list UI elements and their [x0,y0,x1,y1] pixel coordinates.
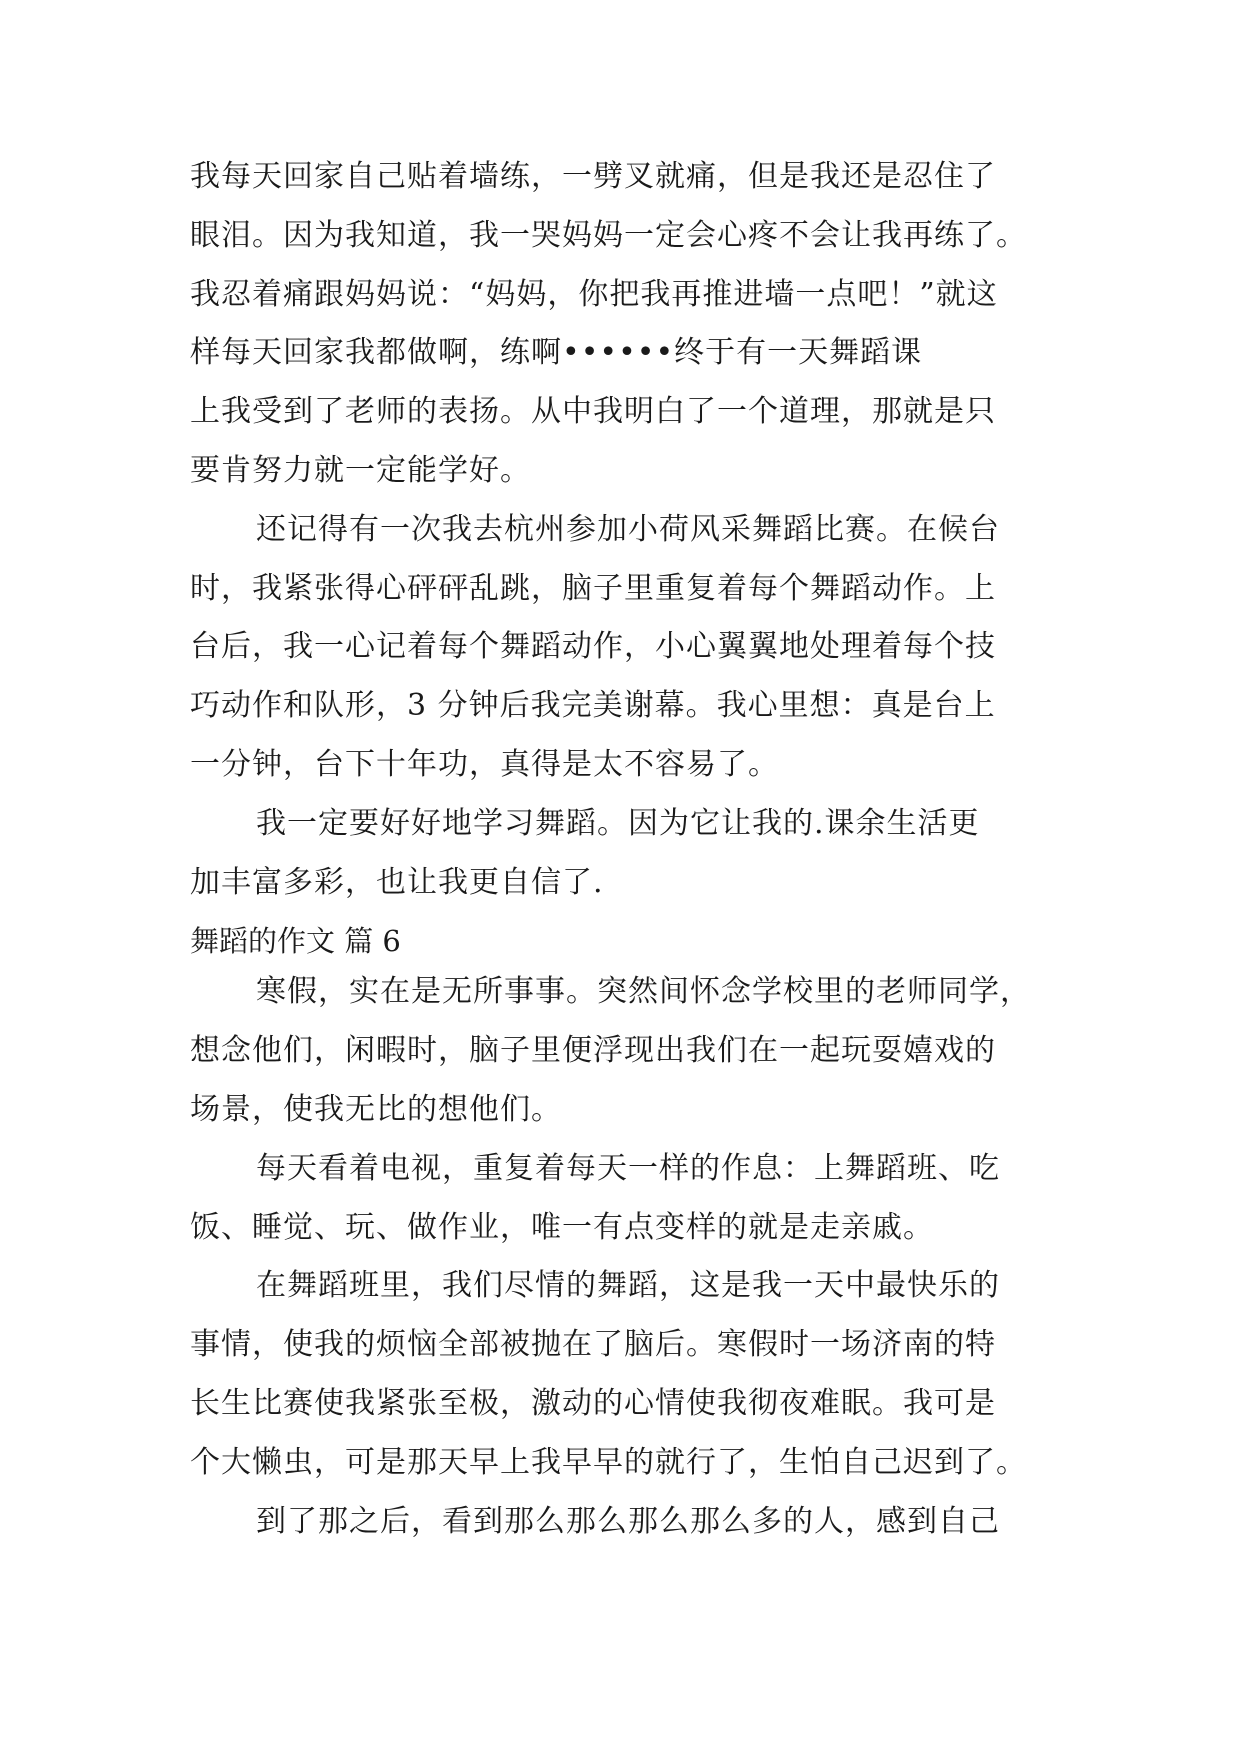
paragraph-first-line: 每天看着电视，重复着每天一样的作息：上舞蹈班、吃 [256,1150,1000,1186]
paragraph-first-line: 还记得有一次我去杭州参加小荷风采舞蹈比赛。在候台 [256,511,1000,547]
text-line: 想念他们，闲暇时，脑子里便浮现出我们在一起玩耍嬉戏的 [190,1033,996,1069]
text-line: 要肯努力就一定能学好。 [190,452,531,488]
text-line: 加丰富多彩，也让我更自信了. [190,864,604,900]
text-line: 一分钟，台下十年功，真得是太不容易了。 [190,746,779,782]
text-line: 巧动作和队形，3 分钟后我完美谢幕。我心里想：真是台上 [190,688,996,724]
text-line: 场景，使我无比的想他们。 [190,1091,562,1127]
text-line: 个大懒虫，可是那天早上我早早的就行了，生怕自己迟到了。 [190,1444,1027,1480]
text-line: 我忍着痛跟妈妈说：“妈妈，你把我再推进墙一点吧！”就这 [190,276,998,312]
text-line: 眼泪。因为我知道，我一哭妈妈一定会心疼不会让我再练了。 [190,217,1027,253]
paragraph-first-line: 我一定要好好地学习舞蹈。因为它让我的.课余生活更 [256,805,980,841]
text-line: 上我受到了老师的表扬。从中我明白了一个道理，那就是只 [190,394,996,430]
text-line: 饭、睡觉、玩、做作业，唯一有点变样的就是走亲戚。 [190,1209,934,1245]
text-line: 时，我紧张得心砰砰乱跳，脑子里重复着每个舞蹈动作。上 [190,570,996,606]
essay-heading: 舞蹈的作文 篇 6 [190,924,401,959]
text-line: 台后，我一心记着每个舞蹈动作，小心翼翼地处理着每个技 [190,629,996,665]
paragraph-first-line: 在舞蹈班里，我们尽情的舞蹈，这是我一天中最快乐的 [256,1268,1000,1304]
text-line: 我每天回家自己贴着墙练，一劈叉就痛，但是我还是忍住了 [190,159,996,194]
document-body [190,157,1050,1560]
paragraph-first-line: 寒假，实在是无所事事。突然间怀念学校里的老师同学， [256,974,1031,1010]
paragraph-first-line: 到了那之后，看到那么那么那么那么多的人，感到自己 [256,1503,1000,1539]
text-line: 长生比赛使我紧张至极，激动的心情使我彻夜难眠。我可是 [190,1385,996,1421]
text-line: 样每天回家我都做啊，练啊••••••终于有一天舞蹈课 [190,335,923,371]
text-line: 事情，使我的烦恼全部被抛在了脑后。寒假时一场济南的特 [190,1327,996,1363]
